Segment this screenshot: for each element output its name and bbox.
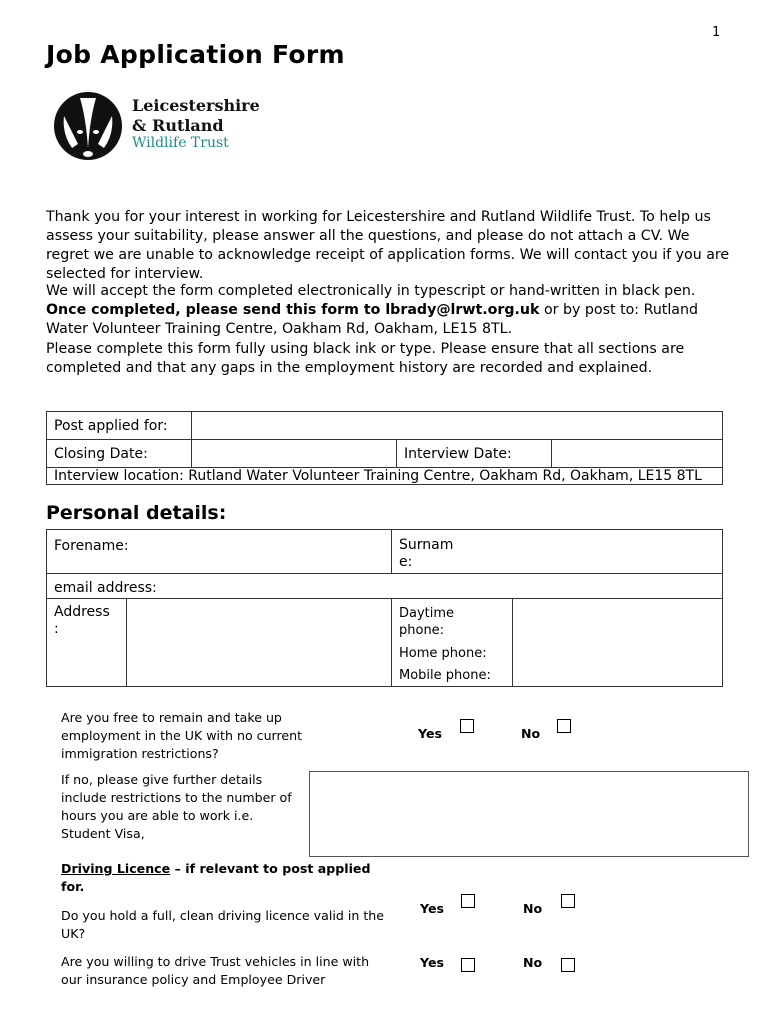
forename-field[interactable] <box>47 530 392 574</box>
driving-licence-title: Driving Licence <box>61 861 171 876</box>
email-field[interactable] <box>47 574 723 599</box>
interview-date-field[interactable] <box>552 440 723 468</box>
immigration-yes-label: Yes <box>418 726 443 741</box>
immigration-details-field[interactable] <box>309 771 749 857</box>
licence-question: Do you hold a full, clean driving licence valid in the UK? <box>61 908 384 941</box>
logo-line-3: Wildlife Trust <box>132 135 229 151</box>
address-label-2: : <box>54 621 59 637</box>
home-phone-label: Home phone: <box>399 646 487 661</box>
mobile-phone-label: Mobile phone: <box>399 668 491 683</box>
licence-no-label: No <box>523 901 543 916</box>
post-applied-field[interactable] <box>192 412 723 440</box>
daytime-phone-label-2: phone: <box>399 623 445 638</box>
phone-field[interactable] <box>513 599 723 687</box>
page-number: 1 <box>712 25 721 40</box>
logo-line-2: & Rutland <box>132 116 224 135</box>
intro-paragraph-1: Thank you for your interest in working for Leicestershire and Rutland Wildlife Trust. To help us assess your suitability, please answer all the questions, and please do not attach a CV. We regret we are unable to acknowledge receipt of application forms. We will contact you if you are selected for interview. <box>46 209 730 282</box>
licence-yes-checkbox[interactable] <box>461 894 475 908</box>
drive-yes-label: Yes <box>420 955 445 970</box>
post-table <box>46 411 723 485</box>
licence-no-checkbox[interactable] <box>561 894 575 908</box>
drive-vehicles-question: Are you willing to drive Trust vehicles in line with our insurance policy and Employee Driver <box>61 954 370 987</box>
immigration-no-checkbox[interactable] <box>557 719 571 733</box>
page-title: Job Application Form <box>46 40 345 69</box>
intro-p2-b: or by post to: Rutland Water Volunteer Training Centre, Oakham Rd, Oakham, LE15 8TL. <box>46 302 699 337</box>
drive-yes-checkbox[interactable] <box>461 958 475 972</box>
intro-paragraph-2 <box>46 282 732 339</box>
licence-yes-label: Yes <box>420 901 445 916</box>
phone-labels <box>392 599 513 687</box>
post-applied-label: Post applied for: <box>47 412 192 440</box>
surname-field[interactable] <box>392 530 723 574</box>
immigration-details-label: If no, please give further details include restrictions to the number of hours you are able to work i.e. Student Visa, <box>61 772 292 841</box>
immigration-no-label: No <box>521 726 541 741</box>
surname-label-2: e: <box>399 554 413 570</box>
driving-licence-heading <box>61 860 371 896</box>
address-field[interactable] <box>127 599 392 687</box>
email-label: email address: <box>54 580 157 596</box>
immigration-yes-checkbox[interactable] <box>460 719 474 733</box>
personal-table <box>46 529 723 687</box>
address-label-1: Address <box>54 604 110 620</box>
drive-no-checkbox[interactable] <box>561 958 575 972</box>
closing-date-label: Closing Date: <box>47 440 192 468</box>
badger-icon <box>50 88 126 162</box>
forename-label: Forename: <box>54 538 129 554</box>
daytime-phone-label: Daytime <box>399 606 455 621</box>
interview-date-label: Interview Date: <box>397 440 552 468</box>
logo-line-1: Leicestershire <box>132 96 260 115</box>
immigration-question: Are you free to remain and take up employment in the UK with no current immigration restrictions? <box>61 710 303 761</box>
send-instruction: Once completed, please send this form to lbrady@lrwt.org.uk <box>46 302 540 318</box>
intro-paragraph-3: Please complete this form fully using black ink or type. Please ensure that all sections are completed and that any gaps in the employment history are recorded and explained. <box>46 341 685 376</box>
drive-no-label: No <box>523 955 543 970</box>
closing-date-field[interactable] <box>192 440 397 468</box>
trust-logo <box>50 88 280 164</box>
driving-licence-subtitle: – if relevant to post applied for. <box>61 861 371 894</box>
address-label <box>47 599 127 687</box>
intro-p2-a: We will accept the form completed electronically in typescript or hand-written in black pen. <box>46 283 696 299</box>
personal-details-heading: Personal details: <box>46 502 227 524</box>
surname-label: Surnam <box>399 537 454 553</box>
interview-location: Interview location: Rutland Water Volunteer Training Centre, Oakham Rd, Oakham, LE15 8TL <box>47 468 723 485</box>
